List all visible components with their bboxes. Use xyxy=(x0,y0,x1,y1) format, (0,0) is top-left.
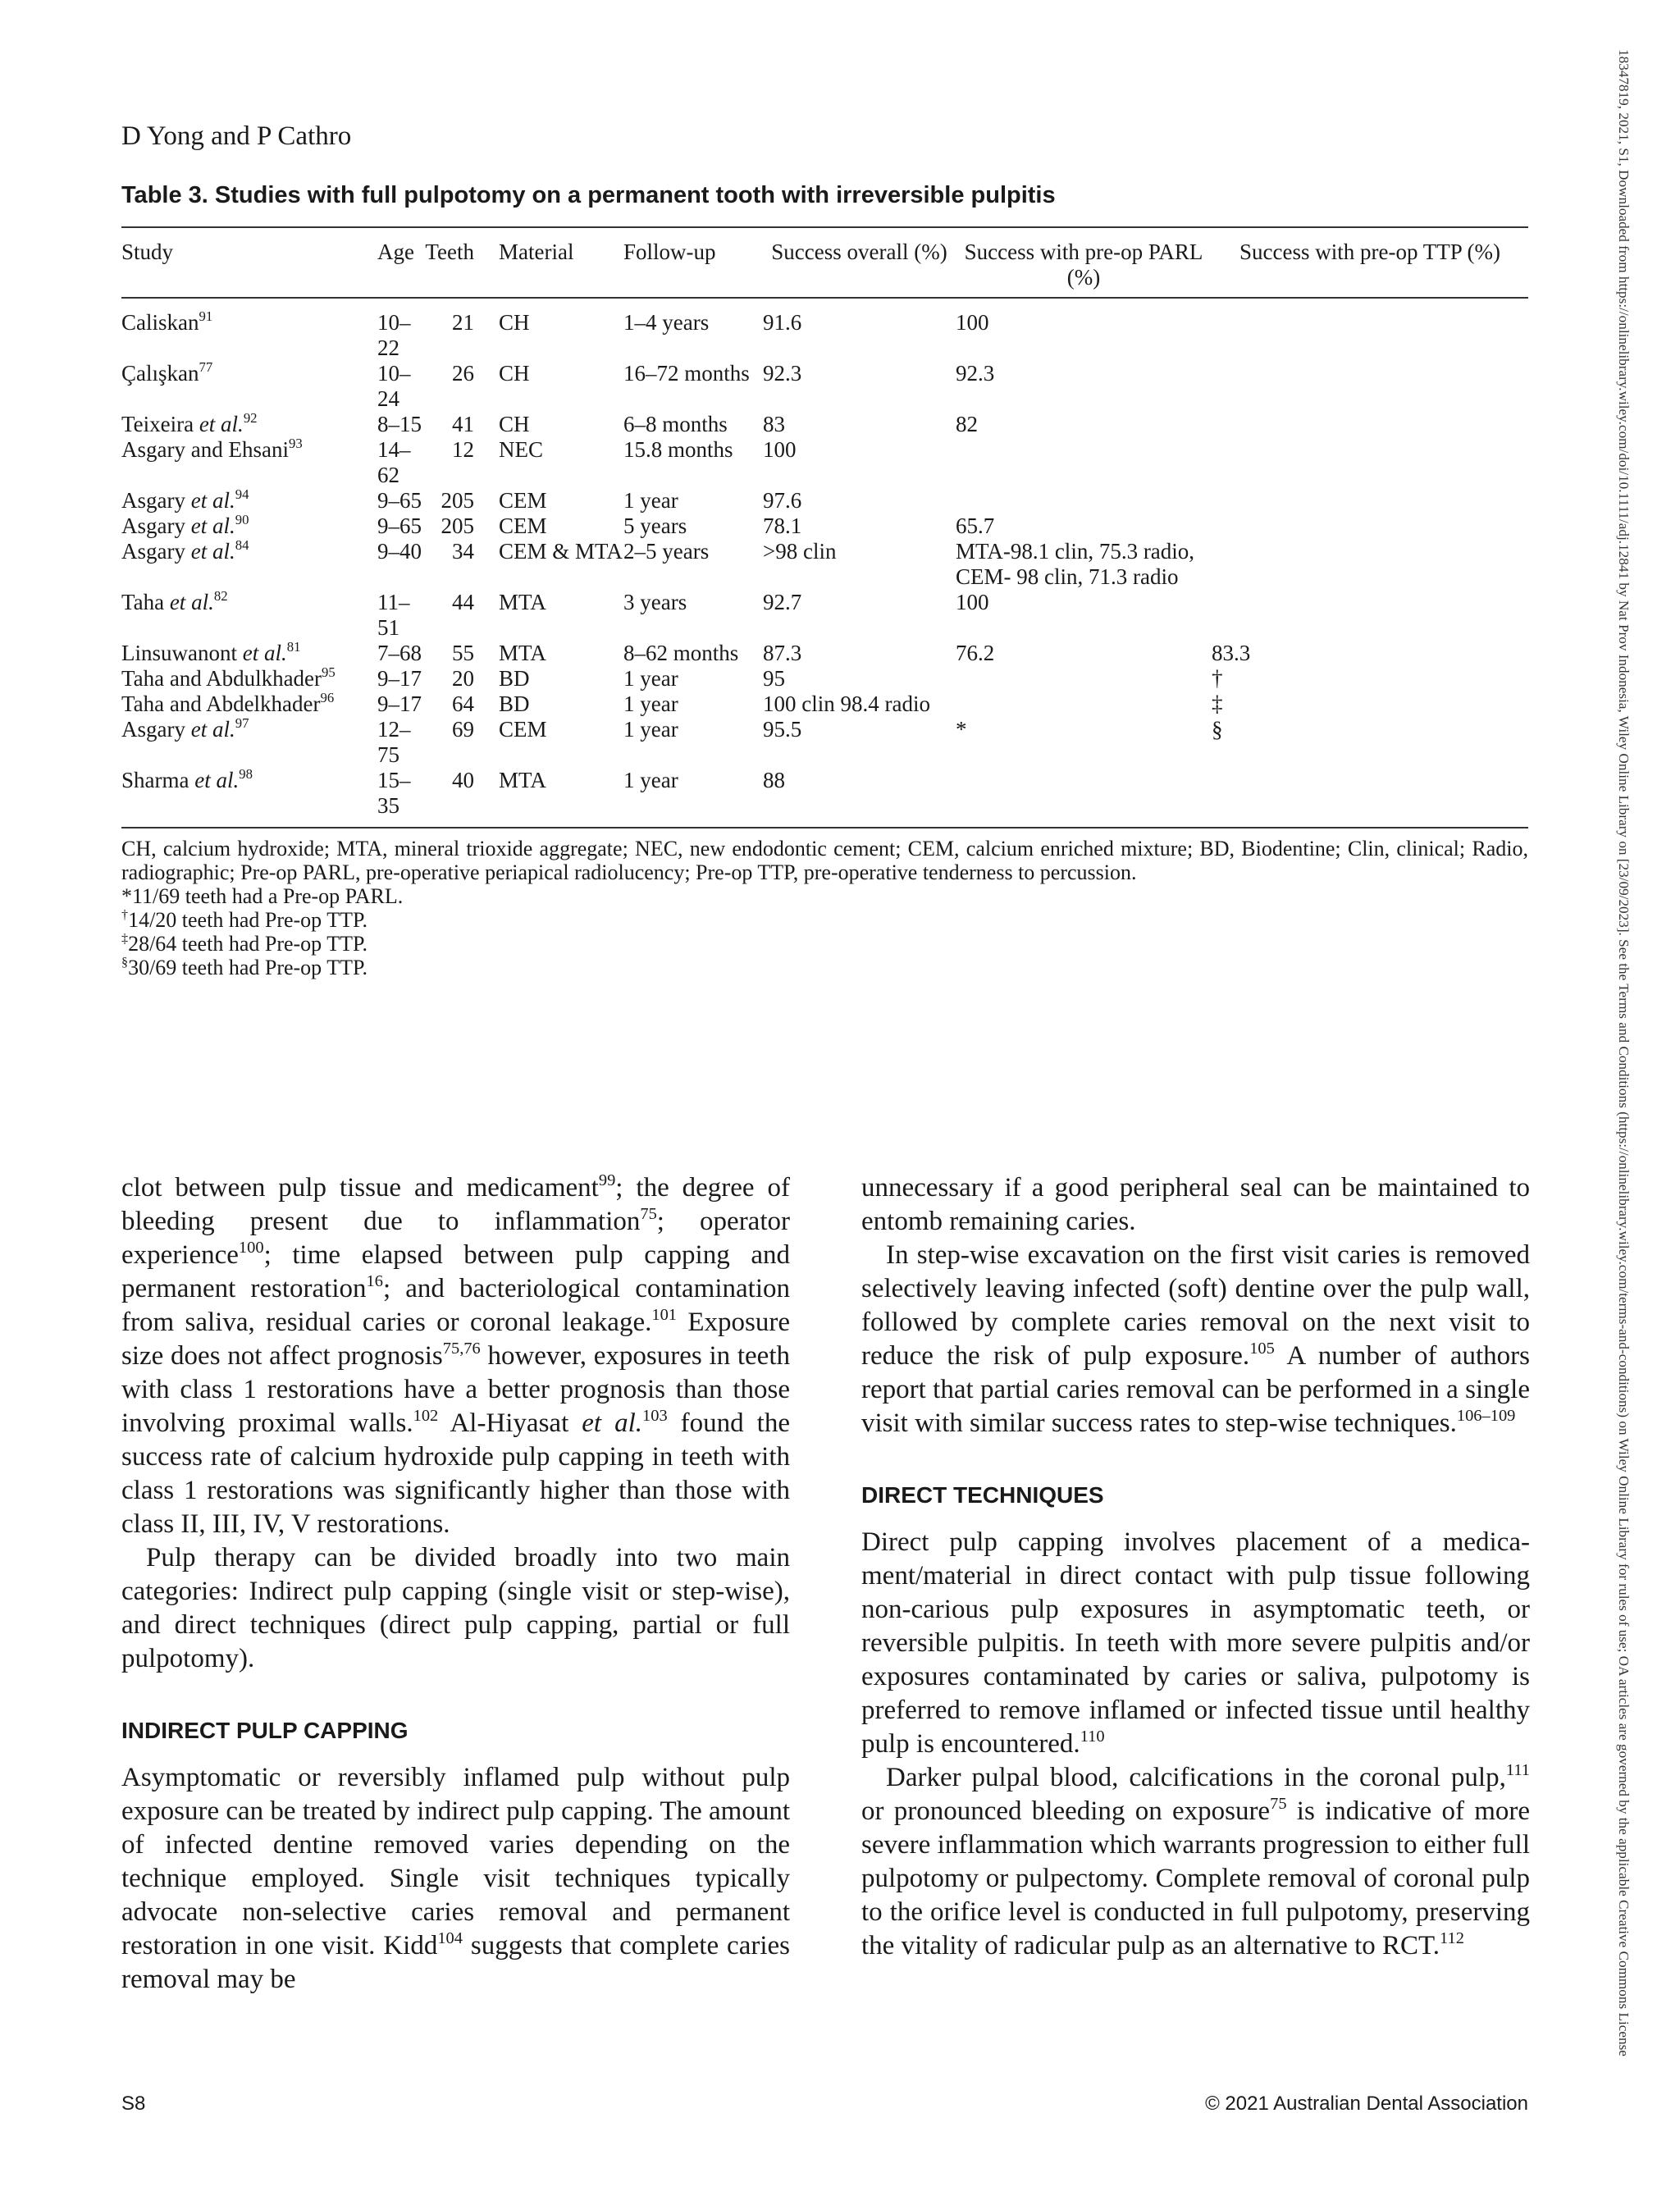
cell-success-ttp: ‡ xyxy=(1212,691,1223,716)
section-heading: INDIRECT PULP CAPPING xyxy=(121,1718,409,1743)
cell-success-parl xyxy=(956,488,1212,513)
cell-success-ttp xyxy=(1212,513,1528,539)
cell-study: Linsuwanont et al.$^{81}$ xyxy=(121,639,301,665)
table-row xyxy=(121,768,1528,827)
cell-success-parl: 92.3 xyxy=(956,361,995,386)
cell-teeth: 64 xyxy=(452,691,474,716)
cell-success-overall: 78.1 xyxy=(763,513,802,538)
table-caption: Table 3. Studies with full pulpotomy on a permanent tooth with irreversible pulpitis xyxy=(121,182,1056,208)
cell-study: Sharma et al.$^{98}$ xyxy=(121,766,253,792)
cell-teeth: 12 xyxy=(452,437,474,462)
cell-teeth: 69 xyxy=(452,717,474,742)
cell-teeth: 55 xyxy=(452,641,474,665)
cell-study: Çalışkan$^{77}$ xyxy=(121,359,213,386)
paragraph: Direct pulp capping involves placement of a medicament/material in direct contact with pulp tissue following non-carious pulp exposures in asymptomatic teeth, or reversible pulpitis. In teeth with more severe pulpitis and/or exposures contaminated by caries or saliva, pulpotomy is preferred to remove inflamed or infected tissue until healthy pulp is encountered.$^{110}$ xyxy=(861,1527,1530,1759)
header-follow-up: Follow-up xyxy=(623,227,763,298)
cell-follow-up: 1 year xyxy=(623,717,678,742)
cell-material: CEM xyxy=(499,717,547,742)
cell-age: 10–22 xyxy=(377,310,411,360)
cell-material: CH xyxy=(499,361,530,386)
cell-study: Asgary and Ehsani$^{93}$ xyxy=(121,436,303,462)
cell-material: CEM xyxy=(499,488,547,513)
cell-teeth: 44 xyxy=(452,590,474,614)
cell-teeth: 40 xyxy=(452,768,474,792)
cell-success-ttp xyxy=(1212,488,1528,513)
running-head: D Yong and P Cathro xyxy=(121,121,352,151)
cell-teeth: 20 xyxy=(452,666,474,691)
cell-follow-up: 1 year xyxy=(623,768,678,792)
abbreviations: CH, calcium hydroxide; MTA, mineral trioxide aggregate; NEC, new endodontic cement; CEM, calcium enriched mixture; BD, Biodentine; Clin, clinical; Radio, radiographic; Pre-op PARL, pre-operative periapical radiolucency; Pre-op TTP, pre-operative tenderness to percussion. xyxy=(121,837,1528,884)
table-body xyxy=(121,298,1528,827)
copyright-notice: © 2021 Australian Dental Association xyxy=(1205,2093,1528,2115)
studies-table xyxy=(121,226,1528,979)
cell-success-overall: 95.5 xyxy=(763,717,802,742)
cell-study: Asgary et al.$^{84}$ xyxy=(121,537,249,564)
cell-age: 9–17 xyxy=(377,666,422,691)
cell-success-parl: 76.2 xyxy=(956,641,995,665)
table-row xyxy=(121,590,1528,641)
cell-success-overall: >98 clin xyxy=(763,539,837,564)
cell-study: Asgary et al.$^{90}$ xyxy=(121,512,249,538)
cell-success-overall: 83 xyxy=(763,412,785,436)
cell-follow-up: 3 years xyxy=(623,590,687,614)
cell-study: Asgary et al.$^{97}$ xyxy=(121,715,249,742)
cell-success-ttp xyxy=(1212,412,1528,437)
cell-success-overall: 92.3 xyxy=(763,361,802,386)
cell-success-parl: MTA-98.1 clin, 75.3 radio, CEM- 98 clin, 71.3 radio xyxy=(956,539,1195,589)
paragraph: Pulp therapy can be divided broadly into two main categories: Indirect pulp capping (single visit or step-wise), and direct techniques (direct pulp capping, partial or full pulpotomy). xyxy=(121,1543,790,1673)
cell-teeth: 26 xyxy=(452,361,474,386)
header-success-parl: Success with pre-op PARL (%) xyxy=(956,227,1212,298)
cell-study: Taha and Abdelkhader$^{96}$ xyxy=(121,690,335,716)
cell-success-overall: 100 clin 98.4 radio xyxy=(763,691,930,716)
section-heading: DIRECT TECHNIQUES xyxy=(861,1482,1104,1508)
paragraph: Darker pulpal blood, calcifications in the coronal pulp,$^{111}$ or pronounced bleeding on exposure$^{75}$ is indicative of more severe inflammation which warrants progression to either full pulpotomy or pulpectomy. Complete removal of coronal pulp to the orifice level is conducted in full pulpotomy, preserving the vitality of radicular pulp as an alternative to RCT.$^{112}$ xyxy=(861,1760,1531,1960)
header-study: Study xyxy=(121,227,377,298)
cell-success-parl xyxy=(956,768,1212,827)
cell-success-parl xyxy=(956,437,1212,488)
download-notice: 18347819, 2021, S1, Downloaded from https://onlinelibrary.wiley.com/doi/10.1111/adj.12841 by Nat Prov Indonesia, Wiley Online Library on [23/09/2023]. See the Terms and Conditions (https://onlinelibrary.wiley.com/terms-and-conditions) on Wiley Online Library for rules of use; OA articles are governed by the applicable Creative Commons License xyxy=(1616,49,1632,2056)
cell-success-ttp: § xyxy=(1212,717,1223,742)
table-row xyxy=(121,691,1528,717)
header-material: Material xyxy=(482,227,623,298)
cell-teeth: 205 xyxy=(441,488,474,513)
cell-success-parl: 82 xyxy=(956,412,978,436)
cell-teeth: 34 xyxy=(452,539,474,564)
cell-success-parl: 100 xyxy=(956,590,989,614)
cell-success-overall: 100 xyxy=(763,437,797,462)
cell-age: 9–65 xyxy=(377,513,422,538)
table-row xyxy=(121,488,1528,513)
paragraph: unnecessary if a good peripheral seal can be maintained to entomb remaining caries. xyxy=(861,1173,1530,1236)
cell-study: Teixeira et al.$^{92}$ xyxy=(121,410,258,436)
header-success-overall: Success overall (%) xyxy=(763,227,956,298)
cell-success-ttp xyxy=(1212,539,1528,590)
footnote: †14/20 teeth had Pre-op TTP. xyxy=(121,907,368,932)
table-row xyxy=(121,513,1528,539)
cell-material: NEC xyxy=(499,437,543,462)
cell-follow-up: 1 year xyxy=(623,691,678,716)
right-column xyxy=(861,1171,1530,1963)
cell-age: 12–75 xyxy=(377,717,411,767)
cell-success-ttp xyxy=(1212,768,1528,827)
cell-success-overall: 88 xyxy=(763,768,785,792)
table-row xyxy=(121,298,1528,361)
cell-success-parl xyxy=(956,691,1212,717)
cell-material: CEM & MTA xyxy=(499,539,623,564)
side-banner xyxy=(1605,49,1638,2166)
cell-success-ttp xyxy=(1212,590,1528,641)
cell-success-overall: 97.6 xyxy=(763,488,802,513)
footnote: §30/69 teeth had Pre-op TTP. xyxy=(121,955,368,979)
cell-material: MTA xyxy=(499,768,546,792)
cell-material: BD xyxy=(499,666,530,691)
cell-material: CH xyxy=(499,412,530,436)
cell-success-ttp: 83.3 xyxy=(1212,641,1251,665)
cell-material: MTA xyxy=(499,641,546,665)
cell-follow-up: 1 year xyxy=(623,488,678,513)
cell-material: MTA xyxy=(499,590,546,614)
cell-material: CEM xyxy=(499,513,547,538)
cell-follow-up: 8–62 months xyxy=(623,641,739,665)
cell-study: Taha and Abdulkhader$^{95}$ xyxy=(121,664,336,691)
cell-success-parl: 65.7 xyxy=(956,513,995,538)
footnote: ‡28/64 teeth had Pre-op TTP. xyxy=(121,931,368,956)
cell-success-overall: 95 xyxy=(763,666,785,691)
cell-success-ttp: † xyxy=(1212,666,1223,691)
cell-success-ttp xyxy=(1212,437,1528,488)
cell-age: 14–62 xyxy=(377,437,411,487)
table-row xyxy=(121,437,1528,488)
footnote-list xyxy=(121,884,1528,979)
cell-success-overall: 87.3 xyxy=(763,641,802,665)
cell-age: 9–40 xyxy=(377,539,422,564)
cell-study: Taha et al.$^{82}$ xyxy=(121,588,228,614)
header-success-ttp: Success with pre-op TTP (%) xyxy=(1212,227,1528,298)
cell-age: 9–65 xyxy=(377,488,422,513)
table-footnotes xyxy=(121,827,1528,979)
cell-material: BD xyxy=(499,691,530,716)
cell-teeth: 41 xyxy=(452,412,474,436)
cell-age: 7–68 xyxy=(377,641,422,665)
page-number: S8 xyxy=(121,2093,146,2115)
cell-age: 8–15 xyxy=(377,412,422,436)
table-row xyxy=(121,361,1528,412)
cell-success-overall: 91.6 xyxy=(763,310,802,335)
table-row xyxy=(121,641,1528,666)
header-age: Age xyxy=(377,227,425,298)
cell-study: Caliskan$^{91}$ xyxy=(121,308,213,335)
cell-age: 15–35 xyxy=(377,768,411,818)
table-header-row xyxy=(121,227,1528,298)
table-row xyxy=(121,717,1528,768)
cell-success-ttp xyxy=(1212,298,1528,361)
cell-success-parl: * xyxy=(956,717,967,742)
cell-follow-up: 1 year xyxy=(623,666,678,691)
paragraph: Asymptomatic or reversibly inflamed pulp without pulp exposure can be treated by indirect pulp capping. The amount of infected dentine removed varies depending on the technique employed. Single visit techniques typically advocate non-selective caries removal and permanent restoration in one visit. Kidd$^{104}$ suggests that complete caries removal may be xyxy=(121,1763,790,1994)
cell-success-parl: 100 xyxy=(956,310,989,335)
paragraph: clot between pulp tissue and medicament$^{99}$; the degree of bleeding present due to inflammation$^{75}$; operator experience$^{100}$; time elapsed between pulp capping and permanent restoration$^{16}$; and bacteriological contamination from saliva, residual caries or coronal leakage.$^{101}$ Exposure size does not affect prognosis$^{75,76}$ however, exposures in teeth with class 1 restorations have a better prognosis than those involving proximal walls.$^{102}$ Al-Hiyasat et al.$^{103}$ found the success rate of calcium hydroxide pulp capping in teeth with class 1 restorations was significantly higher than those with class II, III, IV, V restorations. xyxy=(121,1171,791,1539)
cell-teeth: 21 xyxy=(452,310,474,335)
header-teeth: Teeth xyxy=(425,227,482,298)
cell-follow-up: 1–4 years xyxy=(623,310,710,335)
cell-age: 10–24 xyxy=(377,361,411,411)
cell-follow-up: 6–8 months xyxy=(623,412,728,436)
paragraph: In step-wise excavation on the first visit caries is removed selectively leaving infected (soft) dentine over the pulp wall, followed by complete caries removal on the next visit to reduce the risk of pulp exposure.$^{105}$ A number of authors report that partial caries removal can be performed in a single visit with similar success rates to step-wise techniques.$^{106-109}$ xyxy=(861,1240,1530,1438)
left-column xyxy=(121,1171,790,1997)
cell-success-parl xyxy=(956,666,1212,691)
cell-follow-up: 16–72 months xyxy=(623,361,750,386)
cell-success-overall: 92.7 xyxy=(763,590,802,614)
cell-teeth: 205 xyxy=(441,513,474,538)
cell-follow-up: 5 years xyxy=(623,513,687,538)
cell-follow-up: 2–5 years xyxy=(623,539,710,564)
table-row xyxy=(121,412,1528,437)
cell-success-ttp xyxy=(1212,361,1528,412)
cell-follow-up: 15.8 months xyxy=(623,437,733,462)
footnote: *11/69 teeth had a Pre-op PARL. xyxy=(121,884,404,908)
cell-age: 9–17 xyxy=(377,691,422,716)
cell-material: CH xyxy=(499,310,530,335)
cell-age: 11–51 xyxy=(377,590,410,640)
table-row xyxy=(121,539,1528,590)
table-row xyxy=(121,666,1528,691)
cell-study: Asgary et al.$^{94}$ xyxy=(121,486,249,513)
